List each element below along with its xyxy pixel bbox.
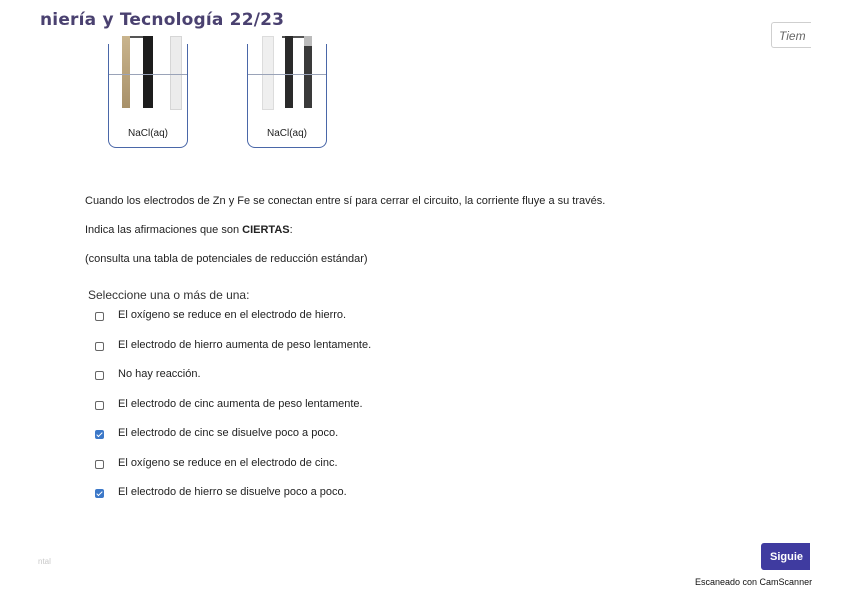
checkbox[interactable] xyxy=(95,401,104,410)
electrode-blank-left xyxy=(170,36,182,110)
liquid-level-right xyxy=(248,74,326,75)
checkbox[interactable] xyxy=(95,460,104,469)
electrode-blank-right xyxy=(262,36,274,110)
beaker-left xyxy=(108,44,188,148)
electrode-dark-right-b xyxy=(304,36,312,108)
electrode-light-left xyxy=(122,36,130,108)
question-line-2 xyxy=(85,223,605,252)
question-line-1: Cuando los electrodos de Zn y Fe se conectan entre sí para cerrar el circuito, la corriente fluye a su través. xyxy=(85,195,606,207)
checkbox[interactable] xyxy=(95,430,104,439)
beaker-right xyxy=(247,44,327,148)
answer-option-label[interactable]: El oxígeno se reduce en el electrodo de hierro. xyxy=(118,309,347,321)
answer-option-label[interactable]: El oxígeno se reduce en el electrodo de cinc. xyxy=(118,456,338,469)
electrochemistry-figure xyxy=(104,36,344,154)
answer-option-label[interactable]: El electrodo de cinc aumenta de peso lentamente. xyxy=(118,397,363,410)
next-button[interactable]: Siguie xyxy=(761,543,810,570)
page-title: niería y Tecnología 22/23 xyxy=(40,10,285,30)
electrode-dark-right-a xyxy=(285,36,293,108)
checkbox[interactable] xyxy=(95,489,104,498)
question-line-2-bold: CIERTAS xyxy=(242,224,290,236)
question-text xyxy=(85,194,605,281)
liquid-level-left xyxy=(109,74,187,75)
question-line-2-prefix: Indica las afirmaciones que son xyxy=(85,224,243,236)
checkbox[interactable] xyxy=(95,312,104,321)
answer-option-label[interactable]: El electrodo de hierro aumenta de peso lentamente. xyxy=(118,338,372,351)
answer-option-label[interactable]: El electrodo de cinc se disuelve poco a poco. xyxy=(118,427,339,439)
electrode-dark-left xyxy=(143,36,153,108)
footer-faded-text: ntal xyxy=(38,557,51,566)
timer-box[interactable]: Tiem xyxy=(771,22,811,48)
question-line-3: (consulta una tabla de potenciales de reducción estándar) xyxy=(85,253,368,265)
checkbox[interactable] xyxy=(95,342,104,351)
beaker-right-label: NaCl(aq) xyxy=(266,128,307,139)
select-prompt: Seleccione una o más de una: xyxy=(88,288,250,302)
checkbox[interactable] xyxy=(95,371,104,380)
question-line-2-suffix: : xyxy=(289,224,293,236)
beaker-left-label: NaCl(aq) xyxy=(127,128,168,139)
camscanner-watermark: Escaneado con CamScanner xyxy=(695,577,813,587)
electrode-cap-right xyxy=(304,36,312,46)
answer-option-label[interactable]: No hay reacción. xyxy=(118,368,201,380)
answer-option-label[interactable]: El electrodo de hierro se disuelve poco a poco. xyxy=(118,486,347,498)
